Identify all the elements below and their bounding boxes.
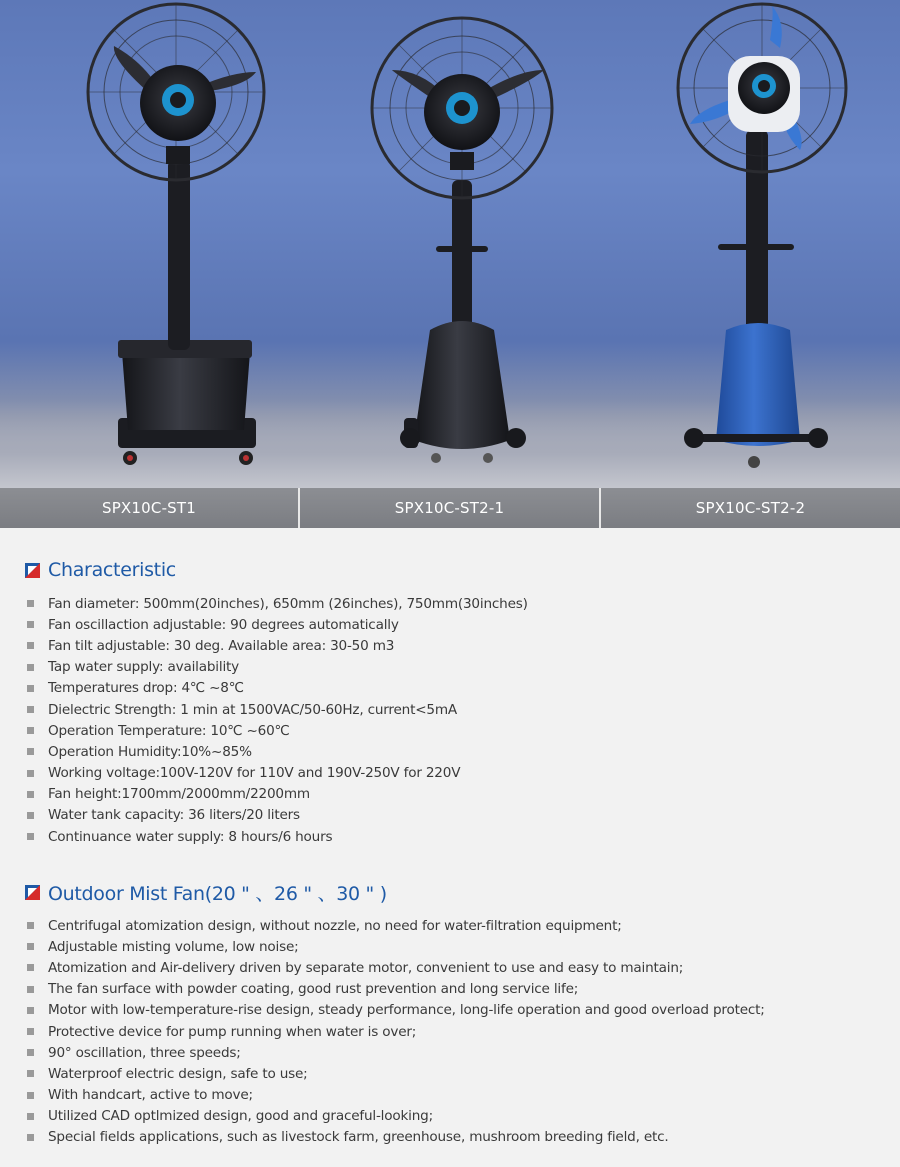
list-item-text: Fan height:1700mm/2000mm/2200mm bbox=[48, 786, 310, 803]
list-item bbox=[25, 763, 885, 784]
bullet-square-icon bbox=[27, 727, 34, 734]
list-item-text: Water tank capacity: 36 liters/20 liters bbox=[48, 807, 300, 824]
model-label-bar bbox=[0, 488, 900, 528]
list-item bbox=[25, 784, 885, 805]
list-item bbox=[25, 1063, 885, 1084]
bullet-square-icon bbox=[27, 685, 34, 692]
list-item-text: Motor with low-temperature-rise design, steady performance, long-life operation and good overload protect; bbox=[48, 1002, 765, 1019]
outdoor-mist-fan-section bbox=[25, 880, 885, 1148]
list-item bbox=[25, 741, 885, 762]
list-item-text: Working voltage:100V-120V for 110V and 190V-250V for 220V bbox=[48, 765, 461, 782]
list-item bbox=[25, 657, 885, 678]
list-item bbox=[25, 1000, 885, 1021]
outdoor-heading bbox=[25, 880, 885, 904]
list-item bbox=[25, 614, 885, 635]
fan-illustrations bbox=[0, 0, 900, 488]
bullet-square-icon bbox=[27, 1028, 34, 1035]
list-item bbox=[25, 593, 885, 614]
outdoor-title: Outdoor Mist Fan(20 " 、26 " 、30 " ) bbox=[48, 882, 387, 905]
list-item-text: Operation Humidity:10%~85% bbox=[48, 743, 252, 760]
bullet-square-icon bbox=[27, 642, 34, 649]
fan-spx10c-st2-2 bbox=[678, 4, 846, 468]
list-item-text: Tap water supply: availability bbox=[48, 659, 239, 676]
list-item bbox=[25, 1042, 885, 1063]
bullet-square-icon bbox=[27, 1007, 34, 1014]
section-marker-icon bbox=[25, 563, 40, 578]
bullet-square-icon bbox=[27, 770, 34, 777]
fan-spx10c-st1 bbox=[88, 4, 264, 465]
list-item-text: Centrifugal atomization design, without nozzle, no need for water-filtration equipment; bbox=[48, 917, 622, 934]
bullet-square-icon bbox=[27, 964, 34, 971]
characteristic-list bbox=[25, 593, 885, 847]
list-item-text: Dielectric Strength: 1 min at 1500VAC/50-60Hz, current<5mA bbox=[48, 701, 457, 718]
section-marker-icon bbox=[25, 885, 40, 900]
model-label-3: SPX10C-ST2-2 bbox=[695, 499, 806, 517]
list-item bbox=[25, 678, 885, 699]
list-item-text: Waterproof electric design, safe to use; bbox=[48, 1065, 308, 1082]
list-item bbox=[25, 936, 885, 957]
product-photo bbox=[0, 0, 900, 488]
bullet-square-icon bbox=[27, 922, 34, 929]
list-item-text: Continuance water supply: 8 hours/6 hours bbox=[48, 828, 333, 845]
list-item bbox=[25, 826, 885, 847]
list-item bbox=[25, 699, 885, 720]
bullet-square-icon bbox=[27, 1113, 34, 1120]
model-label-1: SPX10C-ST1 bbox=[0, 488, 300, 528]
bullet-square-icon bbox=[27, 600, 34, 607]
bullet-square-icon bbox=[27, 1092, 34, 1099]
list-item bbox=[25, 979, 885, 1000]
bullet-square-icon bbox=[27, 986, 34, 993]
bullet-square-icon bbox=[27, 1134, 34, 1141]
bullet-square-icon bbox=[27, 664, 34, 671]
characteristic-title: Characteristic bbox=[48, 559, 176, 581]
bullet-square-icon bbox=[27, 1049, 34, 1056]
list-item bbox=[25, 957, 885, 978]
bullet-square-icon bbox=[27, 833, 34, 840]
list-item-text: Adjustable misting volume, low noise; bbox=[48, 938, 299, 955]
characteristic-heading bbox=[25, 558, 885, 582]
outdoor-list bbox=[25, 915, 885, 1148]
list-item-text: Special fields applications, such as livestock farm, greenhouse, mushroom breeding field, etc. bbox=[48, 1129, 669, 1146]
bullet-square-icon bbox=[27, 621, 34, 628]
bullet-square-icon bbox=[27, 706, 34, 713]
list-item bbox=[25, 635, 885, 656]
list-item-text: 90° oscillation, three speeds; bbox=[48, 1044, 241, 1061]
list-item-text: Fan oscillaction adjustable: 90 degrees automatically bbox=[48, 616, 399, 633]
list-item-text: Operation Temperature: 10℃ ~60℃ bbox=[48, 722, 290, 739]
list-item bbox=[25, 1106, 885, 1127]
bullet-square-icon bbox=[27, 1070, 34, 1077]
bullet-square-icon bbox=[27, 812, 34, 819]
list-item-text: With handcart, active to move; bbox=[48, 1087, 253, 1104]
bullet-square-icon bbox=[27, 791, 34, 798]
list-item-text: Temperatures drop: 4℃ ~8℃ bbox=[48, 680, 244, 697]
bullet-square-icon bbox=[27, 748, 34, 755]
list-item bbox=[25, 915, 885, 936]
fan-spx10c-st2-1 bbox=[372, 18, 552, 463]
list-item bbox=[25, 1085, 885, 1106]
list-item bbox=[25, 1127, 885, 1148]
model-label-2: SPX10C-ST2-1 bbox=[300, 488, 601, 528]
bullet-square-icon bbox=[27, 943, 34, 950]
list-item-text: Utilized CAD optlmized design, good and graceful-looking; bbox=[48, 1108, 433, 1125]
list-item-text: The fan surface with powder coating, good rust prevention and long service life; bbox=[48, 981, 579, 998]
list-item-text: Protective device for pump running when water is over; bbox=[48, 1023, 417, 1040]
list-item bbox=[25, 720, 885, 741]
list-item bbox=[25, 805, 885, 826]
list-item-text: Fan diameter: 500mm(20inches), 650mm (26inches), 750mm(30inches) bbox=[48, 595, 528, 612]
list-item-text: Atomization and Air-delivery driven by separate motor, convenient to use and easy to maintain; bbox=[48, 959, 684, 976]
list-item-text: Fan tilt adjustable: 30 deg. Available area: 30-50 m3 bbox=[48, 637, 395, 654]
characteristic-section bbox=[25, 558, 885, 847]
list-item bbox=[25, 1021, 885, 1042]
